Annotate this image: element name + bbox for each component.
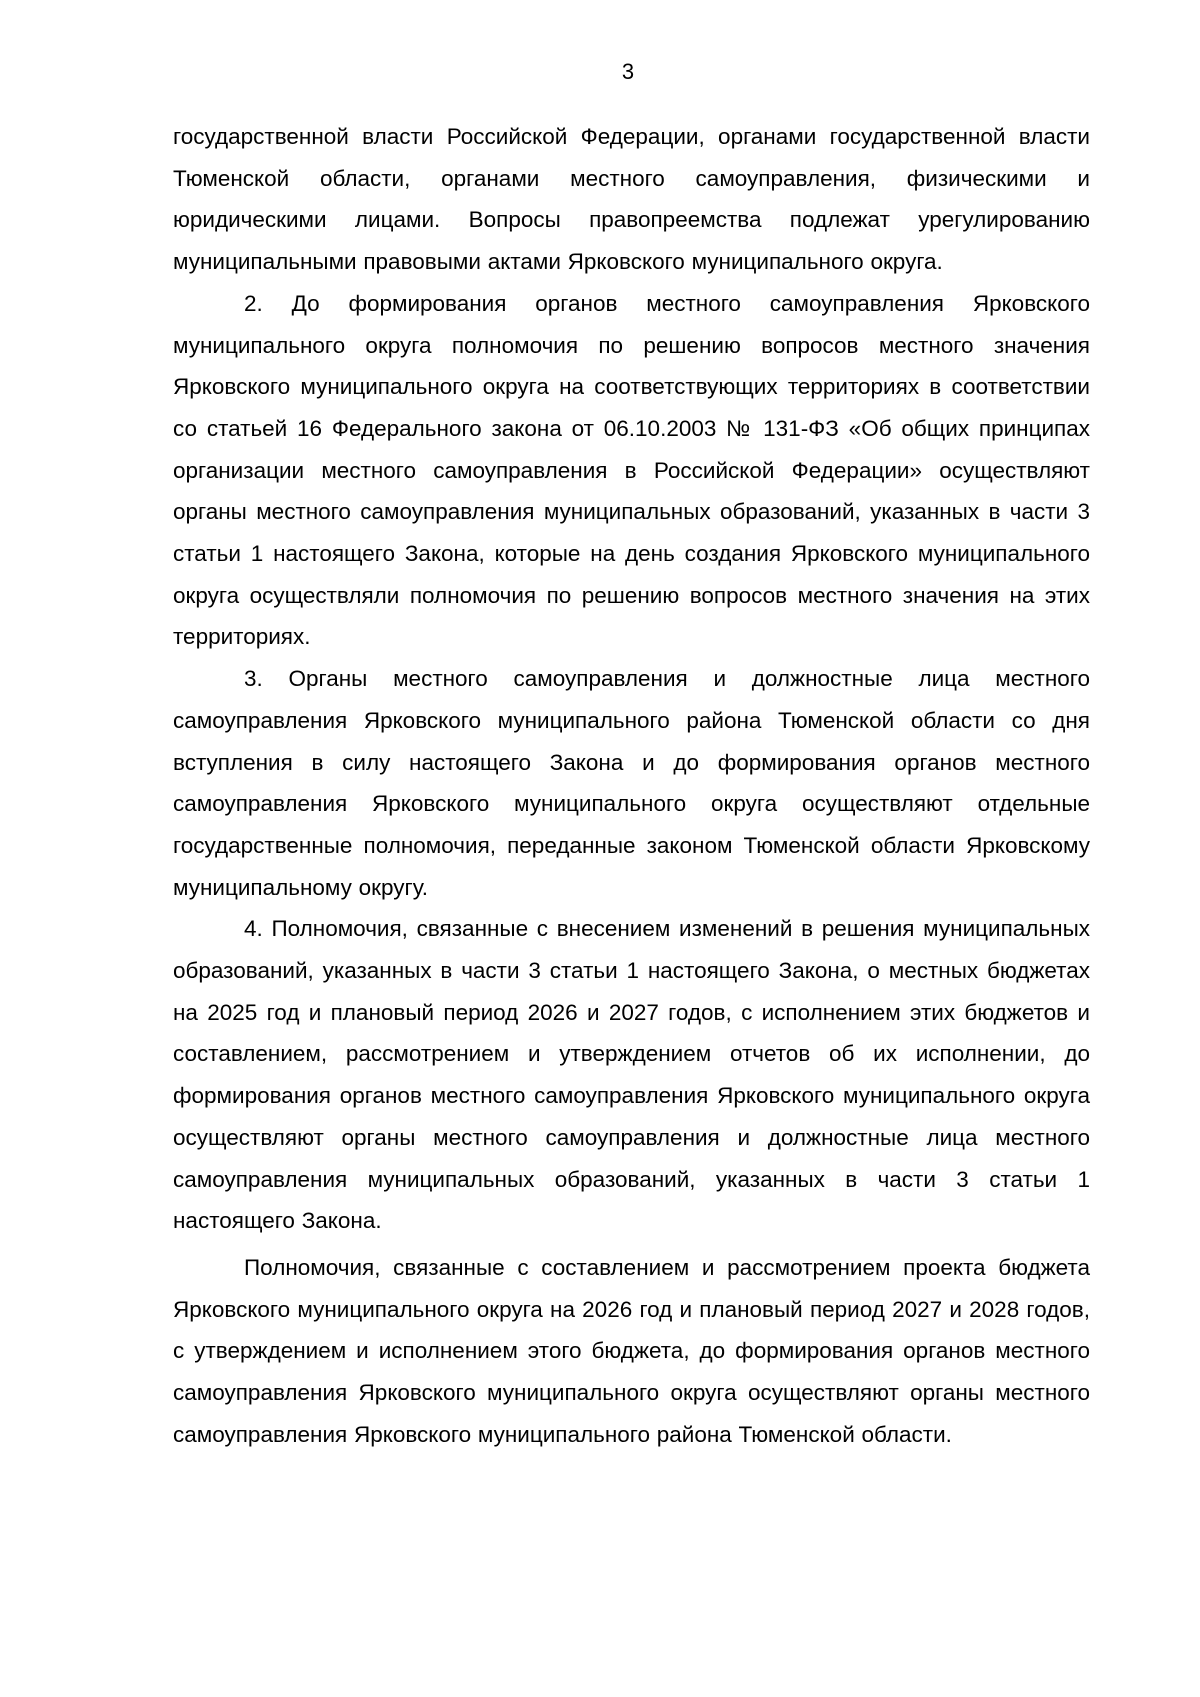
page-number: 3 xyxy=(621,59,635,84)
document-body xyxy=(173,116,1090,1456)
paragraph-continuation: государственной власти Российской Федерации, органами государственной власти Тюменской области, органами местного самоуправления, физическими и юридическими лицами. Вопросы правопреемства подлежат урегулированию муниципальными правовыми актами Ярковского муниципального округа. xyxy=(173,124,1090,275)
paragraph-item-4-second: Полномочия, связанные с составлением и рассмотрением проекта бюджета Ярковского муниципального округа на 2026 год и плановый период 2027 и 2028 годов, с утверждением и исполнением этого бюджета, до формирования органов местного самоуправления Ярковского муниципального округа осуществляют органы местного самоуправления Ярковского муниципального района Тюменской области. xyxy=(173,1254,1090,1447)
paragraph-item-3: 3. Органы местного самоуправления и должностные лица местного самоуправления Ярковского муниципального района Тюменской области со дня вступления в силу настоящего Закона и до формирования органов местного самоуправления Ярковского муниципального округа осуществляют отдельные государственные полномочия, переданные законом Тюменской области Ярковскому муниципальному округу. xyxy=(173,666,1090,900)
paragraph-item-4: 4. Полномочия, связанные с внесением изменений в решения муниципальных образований, указанных в части 3 статьи 1 настоящего Закона, о местных бюджетах на 2025 год и плановый период 2026 и 2027 годов, с исполнением этих бюджетов и составлением, рассмотрением и утверждением отчетов об их исполнении, до формирования органов местного самоуправления Ярковского муниципального округа осуществляют органы местного самоуправления и должностные лица местного самоуправления муниципальных образований, указанных в части 3 статьи 1 настоящего Закона. xyxy=(173,916,1090,1234)
paragraph-item-2: 2. До формирования органов местного самоуправления Ярковского муниципального округа полномочия по решению вопросов местного значения Ярковского муниципального округа на соответствующих территориях в соответствии со статьей 16 Федерального закона от 06.10.2003 № 131-ФЗ «Об общих принципах организации местного самоуправления в Российской Федерации» осуществляют органы местного самоуправления муниципальных образований, указанных в части 3 статьи 1 настоящего Закона, которые на день создания Ярковского муниципального округа осуществляли полномочия по решению вопросов местного значения на этих территориях. xyxy=(173,290,1090,650)
